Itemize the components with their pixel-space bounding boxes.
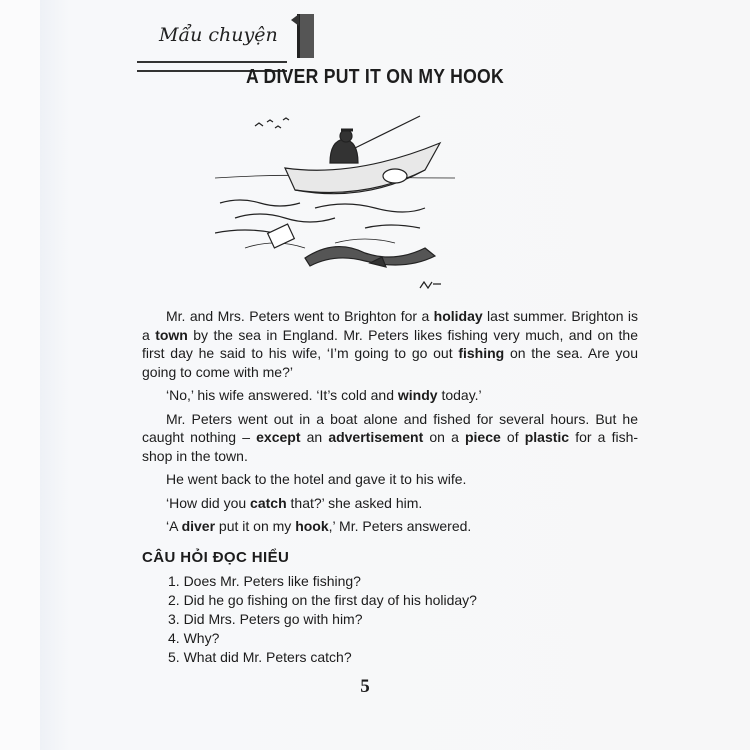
question-item: 5. What did Mr. Peters catch?	[168, 648, 352, 665]
vocabulary-word: except	[256, 429, 301, 445]
vocabulary-word: fishing	[458, 345, 505, 361]
story-paragraph	[142, 386, 638, 405]
story-paragraph	[142, 410, 638, 466]
questions-list	[168, 572, 638, 667]
text-segment: for a fish-shop in the town.	[142, 429, 639, 464]
vocabulary-word: catch	[250, 494, 287, 511]
text-segment: Mr. and Mrs. Peters went to Brighton for a	[166, 308, 434, 324]
text-segment: ‘No,’ his wife answered. ‘It’s cold and	[166, 387, 398, 403]
vocabulary-word: plastic	[524, 429, 570, 445]
chapter-number-graphic	[297, 14, 314, 58]
text-segment: on a	[423, 429, 465, 445]
vocabulary-word: town	[155, 326, 188, 343]
text-segment: last summer. Brighton is a	[142, 308, 638, 343]
text-segment: He went back to the hotel and gave it to his wife.	[166, 471, 467, 487]
fishing-boat-illustration	[215, 108, 455, 298]
vocabulary-word: piece	[464, 429, 501, 445]
text-segment: put it on my	[215, 518, 296, 534]
page-margin	[0, 0, 40, 750]
text-segment: ‘A	[166, 518, 182, 534]
vocabulary-word: diver	[181, 518, 216, 534]
story-paragraph	[142, 494, 638, 513]
page-content	[142, 307, 638, 667]
vocabulary-word: windy	[397, 387, 438, 403]
story-paragraph	[142, 307, 638, 381]
text-segment: ‘How did you	[166, 494, 251, 511]
text-segment: of	[500, 429, 525, 445]
question-item: 4. Why?	[168, 629, 220, 646]
text-segment: today.’	[437, 387, 482, 403]
story-title: A DIVER PUT IT ON MY HOOK	[246, 66, 504, 88]
text-segment: by the sea in England. Mr. Peters likes fishing very much, and on the first day he said to his wife, ‘I’m going to go out	[142, 326, 638, 361]
question-item: 2. Did he go fishing on the first day of his holiday?	[168, 591, 477, 608]
story-paragraph	[142, 470, 638, 489]
story-text	[142, 307, 638, 536]
vocabulary-word: holiday	[433, 308, 483, 324]
text-segment: on the sea. Are you going to come with me?’	[142, 345, 639, 380]
text-segment: ,’ Mr. Peters answered.	[328, 518, 472, 534]
question-item: 3. Did Mrs. Peters go with him?	[168, 610, 363, 627]
question-item: 1. Does Mr. Peters like fishing?	[168, 572, 361, 589]
text-segment: Mr. Peters went out in a boat alone and fished for several hours. But he caught nothing –	[142, 410, 638, 445]
chapter-label: Mẩu chuyện	[159, 24, 278, 46]
vocabulary-word: hook	[295, 518, 329, 534]
vocabulary-word: advertisement	[328, 429, 424, 445]
text-segment: an	[300, 429, 329, 445]
story-paragraph	[142, 517, 638, 536]
text-segment: that?’ she asked him.	[286, 494, 423, 511]
page-number: 5	[360, 676, 370, 697]
questions-heading: CÂU HỎI ĐỌC HIỂU	[142, 548, 290, 566]
